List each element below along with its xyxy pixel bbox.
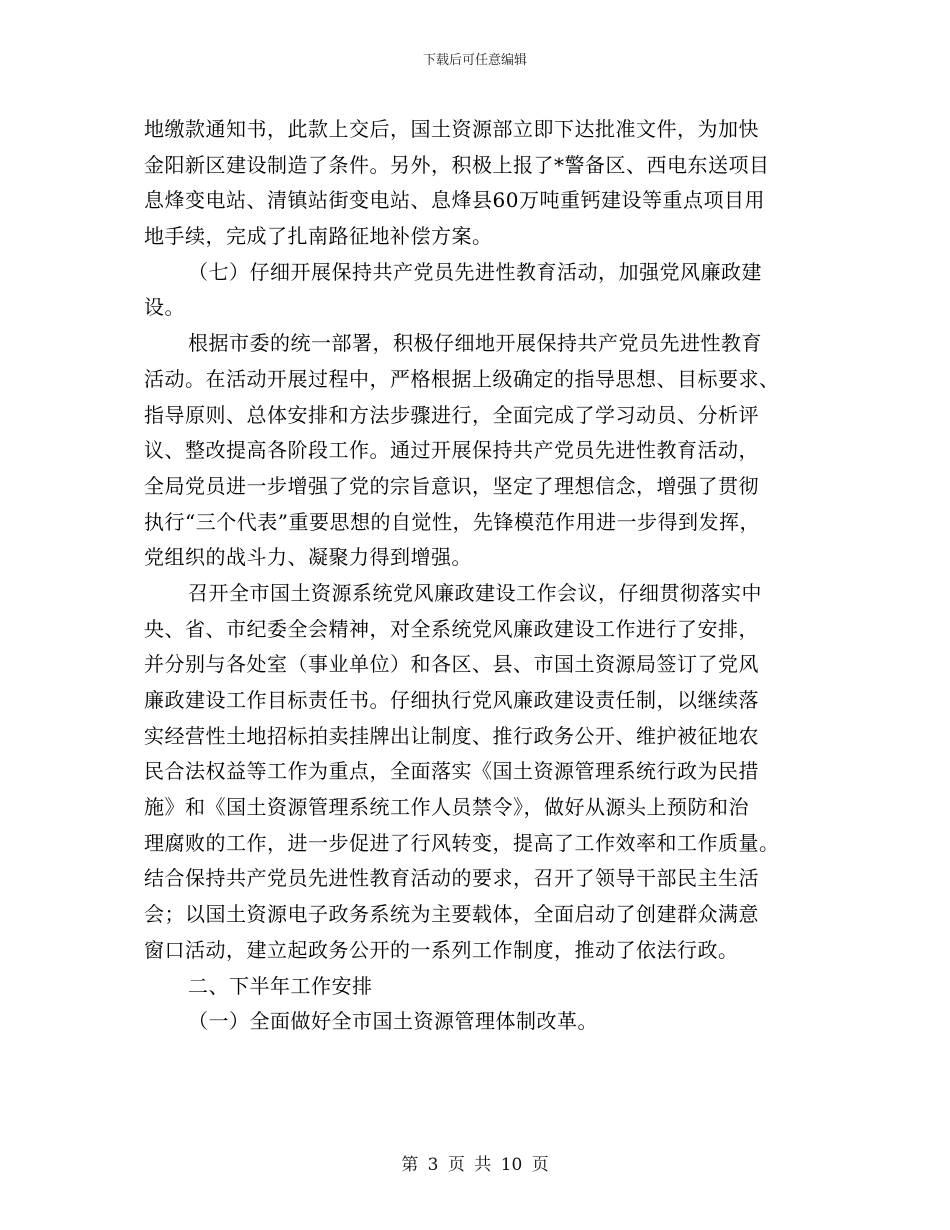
paragraph-start: 根据市委的统一部署，积极仔细地开展保持共产党员先进性教育 bbox=[188, 331, 762, 356]
paragraph-start: 召开全市国土资源系统党风廉政建设工作会议，仔细贯彻落实中 bbox=[188, 580, 762, 605]
body-line-21: 理腐败的工作，进一步促进了行风转变，提高了工作效率和工作质量。 bbox=[144, 830, 780, 855]
body-line-3: 息烽变电站、清镇站街变电站、息烽县60万吨重钙建设等重点项目用 bbox=[144, 188, 765, 213]
body-line-16: 并分别与各处室（事业单位）和各区、县、市国土资源局签订了党风 bbox=[144, 652, 759, 677]
body-line-23: 会；以国土资源电子政务系统为主要载体，全面启动了创建群众满意 bbox=[144, 902, 759, 927]
body-line-20: 施》和《国土资源管理系统工作人员禁令》，做好从源头上预防和治 bbox=[144, 795, 749, 820]
body-line-4: 地手续，完成了扎南路征地补偿方案。 bbox=[144, 224, 493, 249]
body-line-10: 议、整改提高各阶段工作。通过开展保持共产党员先进性教育活动， bbox=[144, 438, 759, 463]
body-line-9: 指导原则、总体安排和方法步骤进行，全面完成了学习动员、分析评 bbox=[144, 402, 759, 427]
body-line-2: 金阳新区建设制造了条件。另外，积极上报了*警备区、西电东送项目 bbox=[144, 152, 770, 177]
page-number-footer: 第 3 页 共 10 页 bbox=[401, 1155, 549, 1175]
body-line-18: 实经营性土地招标拍卖挂牌出让制度、推行政务公开、维护被征地农 bbox=[144, 723, 759, 748]
body-line-8: 活动。在活动开展过程中，严格根据上级确定的指导思想、目标要求、 bbox=[144, 366, 780, 391]
body-line-24: 窗口活动，建立起政务公开的一系列工作制度，推动了依法行政。 bbox=[144, 937, 739, 962]
body-line-19: 民合法权益等工作为重点，全面落实《国土资源管理系统行政为民措 bbox=[144, 759, 759, 784]
document-body bbox=[144, 112, 808, 1040]
section-heading-7-cont: 设。 bbox=[144, 295, 185, 320]
section-heading-2: 二、下半年工作安排 bbox=[188, 973, 373, 998]
body-line-12: 执行“三个代表”重要思想的自觉性，先锋模范作用进一步得到发挥， bbox=[144, 509, 760, 534]
subsection-heading-1: （一）全面做好全市国土资源管理体制改革。 bbox=[188, 1009, 598, 1034]
body-line-13: 党组织的战斗力、凝聚力得到增强。 bbox=[144, 545, 472, 570]
body-line-1: 地缴款通知书，此款上交后，国土资源部立即下达批准文件，为加快 bbox=[144, 117, 759, 141]
body-line-17: 廉政建设工作目标责任书。仔细执行党风廉政建设责任制，以继续落 bbox=[144, 688, 759, 712]
section-heading-7: （七）仔细开展保持共产党员先进性教育活动，加强党风廉政建 bbox=[188, 259, 762, 284]
page-header: 下载后可任意编辑 bbox=[422, 53, 527, 68]
body-line-15: 央、省、市纪委全会精神，对全系统党风廉政建设工作进行了安排， bbox=[144, 616, 759, 641]
body-line-22: 结合保持共产党员先进性教育活动的要求，召开了领导干部民主生活 bbox=[144, 866, 759, 891]
body-line-11: 全局党员进一步增强了党的宗旨意识，坚定了理想信念，增强了贯彻 bbox=[144, 473, 759, 498]
